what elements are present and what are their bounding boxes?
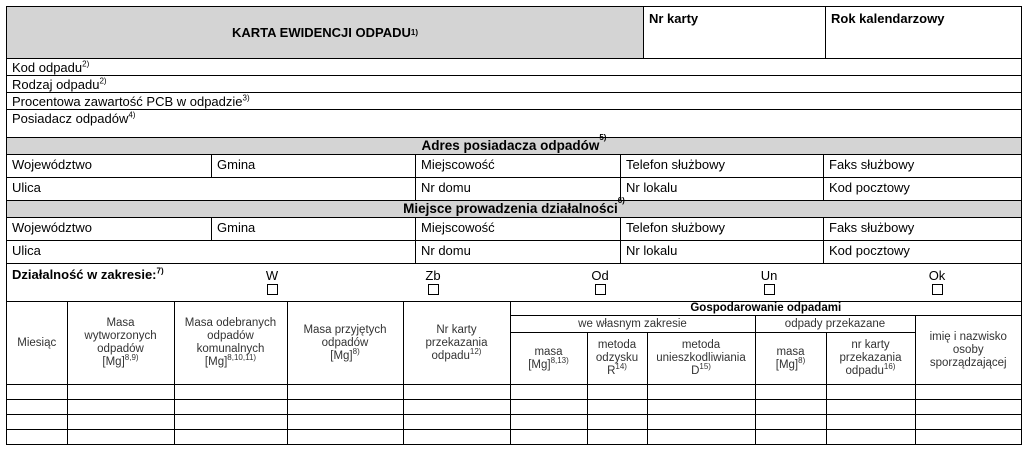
holder-address-heading xyxy=(7,133,1021,155)
card-number-field[interactable] xyxy=(644,7,826,58)
waste-type-ref: 2) xyxy=(99,76,107,86)
col-mass-produced-header xyxy=(67,302,174,385)
activity-option-un[interactable] xyxy=(756,268,782,298)
col-mass-received-unit: [Mg] xyxy=(330,349,353,362)
col-mass-produced-unit: [Mg] xyxy=(102,356,125,368)
table-cell[interactable] xyxy=(7,385,67,400)
waste-code-label: Kod odpadu xyxy=(12,60,83,75)
activity-scope-text: Działalność w zakresie: xyxy=(12,267,157,282)
table-cell[interactable] xyxy=(287,430,403,444)
header-row xyxy=(7,7,1021,59)
activity-place-title: Miejsce prowadzenia działalności xyxy=(403,201,618,216)
col-author-header xyxy=(915,316,1021,385)
table-cell[interactable] xyxy=(403,430,510,444)
holder-postcode-field[interactable] xyxy=(824,178,1021,200)
activity-option-w[interactable] xyxy=(262,268,282,298)
table-cell[interactable] xyxy=(587,430,647,444)
col-own-scope-text: we własnym zakresie xyxy=(578,317,687,330)
table-cell[interactable] xyxy=(174,385,287,400)
table-cell[interactable] xyxy=(287,415,403,430)
col-recovery-method-text: metoda odzysku xyxy=(595,339,639,364)
table-cell[interactable] xyxy=(826,400,915,415)
col-own-mass-header xyxy=(510,333,587,385)
table-row[interactable] xyxy=(7,415,1021,430)
table-cell[interactable] xyxy=(915,385,1021,400)
table-cell[interactable] xyxy=(755,430,826,444)
activity-option-w-checkbox[interactable] xyxy=(267,284,278,295)
activity-scope-ref: 7) xyxy=(156,266,164,276)
activity-place-row-1 xyxy=(7,218,1021,241)
place-street-label: Ulica xyxy=(12,243,41,258)
activity-option-zb[interactable] xyxy=(420,268,446,298)
place-flat-number-field[interactable] xyxy=(621,241,824,263)
col-recovery-method-ref: 14) xyxy=(615,362,627,372)
col-own-mass-unit: [Mg] xyxy=(528,358,551,371)
pcb-content-field[interactable] xyxy=(7,93,1021,109)
table-cell[interactable] xyxy=(67,385,174,400)
col-mass-collected-ref: 8,10,11) xyxy=(227,353,257,363)
holder-street-field[interactable] xyxy=(7,178,416,200)
holder-flat-number-field[interactable] xyxy=(621,178,824,200)
activity-option-ok[interactable] xyxy=(924,268,950,298)
holder-house-number-label: Nr domu xyxy=(421,180,471,195)
place-postcode-field[interactable] xyxy=(824,241,1021,263)
place-street-field[interactable] xyxy=(7,241,416,263)
card-title: KARTA EWIDENCJI ODPADU 1) xyxy=(7,7,644,58)
waste-table xyxy=(7,302,1021,444)
card-title-text: KARTA EWIDENCJI ODPADU xyxy=(232,24,411,40)
col-month-header xyxy=(7,302,67,385)
place-phone-label: Telefon służbowy xyxy=(626,220,725,235)
waste-type-row[interactable] xyxy=(7,76,1021,93)
col-passed-mass-text: masa xyxy=(776,345,805,358)
col-disposal-method-header xyxy=(647,333,755,385)
col-management-text: Gospodarowanie odpadami xyxy=(690,302,842,314)
table-cell[interactable] xyxy=(915,430,1021,444)
table-cell[interactable] xyxy=(647,415,755,430)
activity-place-ref: 6) xyxy=(617,196,625,205)
table-cell[interactable] xyxy=(7,415,67,430)
activity-option-w-label: W xyxy=(265,268,279,283)
table-row[interactable] xyxy=(7,385,1021,400)
col-passed-text: odpady przekazane xyxy=(784,317,886,330)
activity-option-zb-checkbox[interactable] xyxy=(428,284,439,295)
activity-option-zb-label: Zb xyxy=(425,268,441,283)
table-cell[interactable] xyxy=(7,430,67,444)
activity-place-row-2 xyxy=(7,241,1021,264)
table-cell[interactable] xyxy=(67,415,174,430)
table-cell[interactable] xyxy=(403,415,510,430)
holder-voivodeship-field[interactable] xyxy=(7,155,212,177)
col-management-header xyxy=(510,302,1021,316)
waste-holder-ref: 4) xyxy=(128,110,136,120)
table-cell[interactable] xyxy=(587,385,647,400)
table-cell[interactable] xyxy=(755,415,826,430)
table-cell[interactable] xyxy=(510,400,587,415)
col-mass-received-text: Masa przyjętych odpadów xyxy=(303,323,387,349)
table-cell[interactable] xyxy=(647,385,755,400)
holder-commune-label: Gmina xyxy=(217,157,256,172)
waste-type-field[interactable] xyxy=(7,76,1021,92)
holder-flat-number-label: Nr lokalu xyxy=(626,180,678,195)
place-flat-number-label: Nr lokalu xyxy=(626,243,678,258)
waste-code-ref: 2) xyxy=(82,59,90,69)
calendar-year-label: Rok kalendarzowy xyxy=(831,11,945,26)
col-mass-produced-text: Masa wytworzonych odpadów xyxy=(84,317,157,355)
place-fax-field[interactable] xyxy=(824,218,1021,240)
waste-type-label: Rodzaj odpadu xyxy=(12,77,100,92)
holder-phone-label: Telefon służbowy xyxy=(626,157,725,172)
table-cell[interactable] xyxy=(7,400,67,415)
col-passed-mass-ref: 8) xyxy=(798,355,806,365)
col-passed-mass-header xyxy=(755,333,826,385)
col-passed-card-text: nr karty przekazania odpadu xyxy=(839,339,902,377)
activity-option-od[interactable] xyxy=(587,268,613,298)
place-commune-label: Gmina xyxy=(217,220,256,235)
holder-fax-field[interactable] xyxy=(824,155,1021,177)
pcb-content-row[interactable] xyxy=(7,93,1021,110)
holder-street-label: Ulica xyxy=(12,180,41,195)
holder-fax-label: Faks służbowy xyxy=(829,157,915,172)
activity-option-un-label: Un xyxy=(760,268,778,283)
col-passed-card-header xyxy=(826,333,915,385)
place-commune-field[interactable] xyxy=(212,218,416,240)
table-cell[interactable] xyxy=(287,400,403,415)
col-mass-received-header xyxy=(287,302,403,385)
table-cell[interactable] xyxy=(67,430,174,444)
col-disposal-method-code: D xyxy=(691,365,700,377)
place-fax-label: Faks służbowy xyxy=(829,220,915,235)
calendar-year-field[interactable] xyxy=(826,7,1021,58)
waste-holder-field[interactable] xyxy=(7,110,1021,137)
holder-postcode-label: Kod pocztowy xyxy=(829,180,910,195)
col-passed-mass-unit: [Mg] xyxy=(775,358,799,371)
waste-holder-label: Posiadacz odpadów xyxy=(12,111,129,126)
holder-address-ref: 5) xyxy=(599,133,607,142)
table-cell[interactable] xyxy=(510,385,587,400)
waste-table-row xyxy=(7,302,1021,444)
waste-holder-row[interactable] xyxy=(7,110,1021,138)
col-mass-received-ref: 8) xyxy=(352,346,360,356)
col-mass-collected-header xyxy=(174,302,287,385)
activity-option-od-checkbox[interactable] xyxy=(595,284,606,295)
pcb-content-ref: 3) xyxy=(242,93,250,103)
activity-option-ok-label: Ok xyxy=(928,268,946,283)
col-month-text: Miesiąc xyxy=(17,336,57,349)
holder-locality-label: Miejscowość xyxy=(421,157,495,172)
col-passed-header xyxy=(755,316,915,333)
card-number-label: Nr karty xyxy=(649,11,699,26)
table-row[interactable] xyxy=(7,430,1021,444)
table-cell[interactable] xyxy=(826,430,915,444)
holder-commune-field[interactable] xyxy=(212,155,416,177)
activity-scope-label xyxy=(12,267,164,282)
table-cell[interactable] xyxy=(67,400,174,415)
table-cell[interactable] xyxy=(755,400,826,415)
waste-code-field[interactable] xyxy=(7,59,1021,75)
place-voivodeship-label: Województwo xyxy=(12,220,92,235)
table-cell[interactable] xyxy=(755,385,826,400)
holder-locality-field[interactable] xyxy=(416,155,621,177)
place-phone-field[interactable] xyxy=(621,218,824,240)
activity-option-un-checkbox[interactable] xyxy=(764,284,775,295)
holder-house-number-field[interactable] xyxy=(416,178,621,200)
table-cell[interactable] xyxy=(174,415,287,430)
holder-address-title: Adres posiadacza odpadów xyxy=(421,138,600,153)
activity-option-od-label: Od xyxy=(591,268,609,283)
holder-phone-field[interactable] xyxy=(621,155,824,177)
holder-address-row-1 xyxy=(7,155,1021,178)
waste-code-row[interactable] xyxy=(7,59,1021,76)
col-disposal-method-ref: 15) xyxy=(699,362,711,372)
pcb-content-label: Procentowa zawartość PCB w odpadzie xyxy=(12,94,243,109)
table-cell[interactable] xyxy=(587,415,647,430)
col-own-scope-header xyxy=(510,316,755,333)
col-passed-card-ref: 16) xyxy=(883,362,896,372)
col-recovery-method-code: R xyxy=(607,365,616,377)
holder-address-row-2 xyxy=(7,178,1021,201)
col-disposal-method-text: metoda unieszkodliwiania xyxy=(656,339,746,364)
col-transfer-card-ref: 12) xyxy=(469,346,482,356)
col-transfer-card-text: Nr karty przekazania odpadu xyxy=(425,323,488,362)
table-cell[interactable] xyxy=(510,430,587,444)
holder-voivodeship-label: Województwo xyxy=(12,157,92,172)
activity-place-heading xyxy=(7,196,1021,218)
col-author-text: imię i nazwisko osoby sporządzającej xyxy=(929,330,1007,369)
col-mass-collected-unit: [Mg] xyxy=(204,356,228,368)
place-voivodeship-field[interactable] xyxy=(7,218,212,240)
table-cell[interactable] xyxy=(587,400,647,415)
table-cell[interactable] xyxy=(826,385,915,400)
table-row[interactable] xyxy=(7,400,1021,415)
waste-record-card xyxy=(6,6,1022,445)
table-cell[interactable] xyxy=(174,430,287,444)
table-cell[interactable] xyxy=(647,430,755,444)
activity-option-ok-checkbox[interactable] xyxy=(932,284,943,295)
col-mass-produced-ref: 8,9) xyxy=(124,353,139,363)
col-own-mass-ref: 8,13) xyxy=(550,355,569,365)
table-cell[interactable] xyxy=(403,385,510,400)
place-postcode-label: Kod pocztowy xyxy=(829,243,910,258)
table-cell[interactable] xyxy=(915,400,1021,415)
col-mass-collected-text: Masa odebranych odpadów komunalnych xyxy=(184,317,277,355)
place-locality-field[interactable] xyxy=(416,218,621,240)
table-cell[interactable] xyxy=(647,400,755,415)
table-cell[interactable] xyxy=(403,400,510,415)
col-transfer-card-header xyxy=(403,302,510,385)
table-cell[interactable] xyxy=(826,415,915,430)
place-house-number-field[interactable] xyxy=(416,241,621,263)
col-recovery-method-header xyxy=(587,333,647,385)
table-cell[interactable] xyxy=(510,415,587,430)
table-cell[interactable] xyxy=(174,400,287,415)
activity-scope-row xyxy=(7,264,1021,302)
table-cell[interactable] xyxy=(915,415,1021,430)
place-locality-label: Miejscowość xyxy=(421,220,495,235)
col-own-mass-text: masa xyxy=(534,345,563,358)
place-house-number-label: Nr domu xyxy=(421,243,471,258)
table-cell[interactable] xyxy=(287,385,403,400)
